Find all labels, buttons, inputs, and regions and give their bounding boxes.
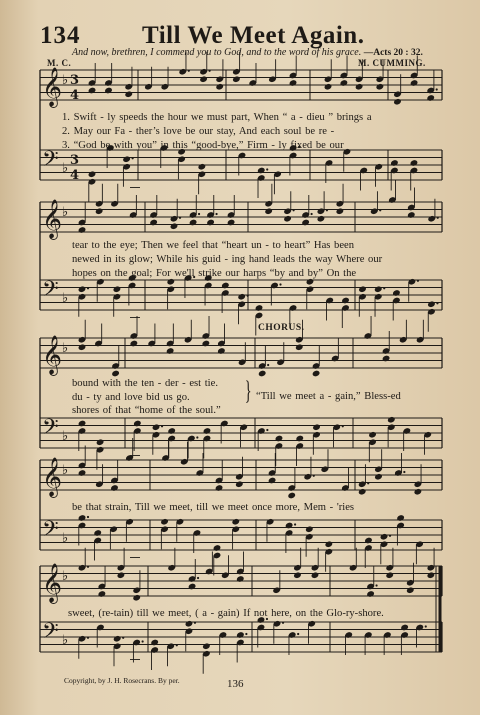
note-head bbox=[152, 423, 161, 431]
copyright-notice: Copyright, by J. H. Rosecrans. By per. bbox=[64, 676, 180, 685]
note-head bbox=[93, 529, 102, 537]
treble-clef-icon: 𝄞 bbox=[42, 335, 63, 375]
dot bbox=[297, 633, 299, 635]
dot bbox=[389, 535, 391, 537]
note-head bbox=[113, 285, 122, 293]
dot bbox=[267, 364, 269, 366]
note-head bbox=[167, 427, 176, 435]
note-head bbox=[78, 226, 87, 234]
note-head bbox=[312, 423, 321, 431]
note-head bbox=[289, 79, 298, 87]
note-head bbox=[293, 571, 302, 579]
dot bbox=[122, 637, 124, 639]
note-head bbox=[237, 293, 246, 301]
note-head bbox=[393, 98, 402, 106]
dot bbox=[403, 471, 405, 473]
note-head bbox=[407, 211, 416, 219]
note-head bbox=[78, 469, 87, 477]
note-head bbox=[368, 431, 377, 439]
dot bbox=[379, 209, 381, 211]
note-head bbox=[78, 514, 87, 522]
dot bbox=[194, 622, 196, 624]
note-head bbox=[366, 590, 375, 598]
note-head bbox=[301, 219, 310, 227]
note-head bbox=[215, 83, 224, 91]
system2-verse3: hopes on the goal; For we'll strike our harps “by and by” On the bbox=[72, 268, 357, 279]
note-head bbox=[414, 488, 423, 496]
note-head bbox=[426, 94, 435, 102]
dot bbox=[87, 566, 89, 568]
note-head bbox=[232, 75, 241, 83]
note-head bbox=[88, 170, 97, 178]
dot bbox=[87, 287, 89, 289]
flat-key-signature-icon: ♭ bbox=[62, 73, 69, 88]
bass-clef-icon: 𝄢 bbox=[42, 277, 59, 307]
dot bbox=[179, 217, 181, 219]
flat-key-signature-icon: ♭ bbox=[62, 341, 69, 356]
dot bbox=[197, 577, 199, 579]
flat-key-signature-icon: ♭ bbox=[62, 161, 69, 176]
dot bbox=[425, 625, 427, 627]
composer-credit: M. CUMMING. bbox=[358, 58, 426, 68]
system1-verse1: 1. Swift - ly speeds the hour we must part, When “ a - dieu ” brings a bbox=[62, 112, 372, 123]
note-head bbox=[78, 285, 87, 293]
flat-key-signature-icon: ♭ bbox=[62, 205, 69, 220]
treble-clef-icon: 𝄞 bbox=[42, 563, 63, 603]
note-head bbox=[400, 624, 409, 632]
note-head bbox=[221, 282, 230, 290]
note-head bbox=[427, 571, 436, 579]
dot bbox=[87, 516, 89, 518]
note-head bbox=[255, 304, 264, 312]
note-head bbox=[88, 87, 97, 95]
note-head bbox=[236, 575, 245, 583]
dot bbox=[383, 287, 385, 289]
dot bbox=[436, 88, 438, 90]
dot bbox=[87, 637, 89, 639]
note-head bbox=[185, 620, 194, 628]
time-signature-top: 3 bbox=[70, 153, 80, 168]
note-head bbox=[374, 285, 383, 293]
note-head bbox=[376, 83, 385, 91]
treble-clef-icon: 𝄞 bbox=[42, 199, 63, 239]
note-head bbox=[95, 207, 104, 215]
epigraph-text: And now, brethren, I commend you to God, and to the word of his grace. bbox=[72, 47, 362, 58]
note-head bbox=[217, 347, 226, 355]
note-head bbox=[124, 90, 133, 98]
note-head bbox=[390, 159, 399, 167]
flat-key-signature-icon: ♭ bbox=[62, 569, 69, 584]
note-head bbox=[387, 416, 396, 424]
note-head bbox=[257, 167, 266, 175]
note-head bbox=[160, 518, 169, 526]
note-head bbox=[258, 370, 267, 378]
bass-clef-icon: 𝄢 bbox=[42, 517, 59, 547]
note-head bbox=[336, 207, 345, 215]
note-head bbox=[78, 420, 87, 428]
flat-key-signature-icon: ♭ bbox=[62, 531, 69, 546]
dot bbox=[326, 209, 328, 211]
dot bbox=[292, 209, 294, 211]
note-head bbox=[213, 544, 222, 552]
dot bbox=[247, 295, 249, 297]
note-head bbox=[150, 639, 159, 647]
note-head bbox=[324, 83, 333, 91]
note-head bbox=[199, 75, 208, 83]
dot bbox=[245, 633, 247, 635]
note-head bbox=[396, 514, 405, 522]
note-head bbox=[133, 420, 142, 428]
system1-verse3: 3. “God be with you” in this “good-bye,” Firm - ly fixed be our bbox=[62, 140, 344, 151]
note-head bbox=[236, 631, 245, 639]
time-signature-bottom: 4 bbox=[70, 168, 80, 183]
note-head bbox=[166, 278, 175, 286]
dot bbox=[161, 425, 163, 427]
note-head bbox=[340, 79, 349, 87]
note-head bbox=[306, 278, 315, 286]
note-head bbox=[96, 438, 105, 446]
system5-lyric: sweet, (re-tain) till we meet, ( a - gain) If not here, on the Glo-ry-shore. bbox=[68, 608, 384, 619]
note-head bbox=[189, 219, 198, 227]
note-head bbox=[410, 159, 419, 167]
dot bbox=[279, 283, 281, 285]
note-head bbox=[231, 518, 240, 526]
note-head bbox=[104, 87, 113, 95]
dot bbox=[266, 168, 268, 170]
system4-lyric: be that strain, Till we meet, till we meet once more, Mem - 'ries bbox=[72, 502, 355, 513]
dot bbox=[436, 302, 438, 304]
dot bbox=[294, 523, 296, 525]
note-head bbox=[317, 215, 326, 223]
treble-clef-icon: 𝄞 bbox=[42, 457, 63, 497]
note-head bbox=[283, 215, 292, 223]
note-head bbox=[198, 163, 207, 171]
note-head bbox=[385, 571, 394, 579]
dot bbox=[196, 436, 198, 438]
system1-verse2: 2. May our Fa - ther’s love be our stay, And each soul be re - bbox=[62, 126, 335, 137]
verse-brace: } bbox=[244, 376, 252, 405]
note-head bbox=[170, 222, 179, 230]
note-head bbox=[325, 540, 334, 548]
bass-clef-icon: 𝄢 bbox=[42, 619, 59, 649]
note-head bbox=[268, 477, 277, 485]
flat-key-signature-icon: ♭ bbox=[62, 633, 69, 648]
note-head bbox=[275, 435, 284, 443]
note-head bbox=[380, 533, 389, 541]
lyricist-credit: M. C. bbox=[47, 58, 72, 68]
note-head bbox=[295, 435, 304, 443]
note-head bbox=[295, 343, 304, 351]
note-head bbox=[374, 473, 383, 481]
note-head bbox=[341, 297, 350, 305]
note-head bbox=[382, 355, 391, 363]
note-head bbox=[358, 488, 367, 496]
note-head bbox=[305, 525, 314, 533]
note-head bbox=[188, 583, 197, 591]
note-head bbox=[113, 635, 122, 643]
note-head bbox=[203, 427, 212, 435]
note-head bbox=[117, 571, 126, 579]
note-head bbox=[130, 340, 139, 348]
flat-key-signature-icon: ♭ bbox=[62, 291, 69, 306]
dot bbox=[132, 157, 134, 159]
note-head bbox=[406, 586, 415, 594]
treble-clef-icon: 𝄞 bbox=[42, 67, 63, 107]
note-head bbox=[227, 219, 236, 227]
dot bbox=[142, 640, 144, 642]
note-head bbox=[206, 219, 215, 227]
note-head bbox=[149, 219, 158, 227]
page-number: 136 bbox=[227, 678, 244, 690]
hymn-title: Till We Meet Again. bbox=[142, 22, 365, 49]
dot bbox=[342, 425, 344, 427]
note-head bbox=[235, 480, 244, 488]
flat-key-signature-icon: ♭ bbox=[62, 463, 69, 478]
note-head bbox=[285, 522, 294, 530]
note-head bbox=[358, 285, 367, 293]
dot bbox=[176, 644, 178, 646]
dot bbox=[313, 475, 315, 477]
note-head bbox=[98, 590, 107, 598]
note-head bbox=[311, 571, 320, 579]
epigraph-reference: —Acts 20 : 32. bbox=[363, 48, 423, 58]
dot bbox=[198, 213, 200, 215]
system3-verse2: du - ty and love bid us go. bbox=[72, 392, 190, 403]
bass-clef-icon: 𝄢 bbox=[42, 415, 59, 445]
system3-chorus: “Till we meet a - gain,” Bless-ed bbox=[256, 391, 401, 402]
dot bbox=[266, 429, 268, 431]
note-head bbox=[78, 343, 87, 351]
note-head bbox=[364, 537, 373, 545]
note-head bbox=[264, 207, 273, 215]
note-head bbox=[287, 492, 296, 500]
dot bbox=[310, 213, 312, 215]
note-head bbox=[132, 594, 141, 602]
system3-verse3: shores of that “home of the soul.” bbox=[72, 405, 221, 416]
dot bbox=[367, 482, 369, 484]
note-head bbox=[215, 484, 224, 492]
dot bbox=[417, 280, 419, 282]
dot bbox=[375, 584, 377, 586]
hymn-number: 134 bbox=[40, 22, 81, 49]
bass-clef-icon: 𝄢 bbox=[42, 147, 59, 177]
note-head bbox=[392, 289, 401, 297]
note-head bbox=[355, 83, 364, 91]
note-head bbox=[427, 300, 436, 308]
note-head bbox=[110, 484, 119, 492]
dot bbox=[437, 217, 439, 219]
note-head bbox=[202, 642, 211, 650]
flat-key-signature-icon: ♭ bbox=[62, 429, 69, 444]
system2-verse2: newed in its glow; While his guid - ing hand leads the way Where our bbox=[72, 254, 383, 265]
note-head bbox=[122, 155, 131, 163]
note-head bbox=[111, 370, 120, 378]
chorus-label: CHORUS. bbox=[258, 323, 305, 333]
system3-verse1: bound with the ten - der - est tie. bbox=[72, 378, 218, 389]
note-head bbox=[202, 340, 211, 348]
time-signature-bottom: 4 bbox=[70, 88, 80, 103]
note-head bbox=[312, 370, 321, 378]
dot bbox=[188, 70, 190, 72]
time-signature-top: 3 bbox=[70, 73, 80, 88]
note-head bbox=[410, 79, 419, 87]
dot bbox=[215, 213, 217, 215]
dot bbox=[282, 622, 284, 624]
dot bbox=[208, 70, 210, 72]
note-head bbox=[166, 347, 175, 355]
system2-verse1: tear to the eye; Then we feel that “heart un - to heart” Has been bbox=[72, 240, 355, 251]
